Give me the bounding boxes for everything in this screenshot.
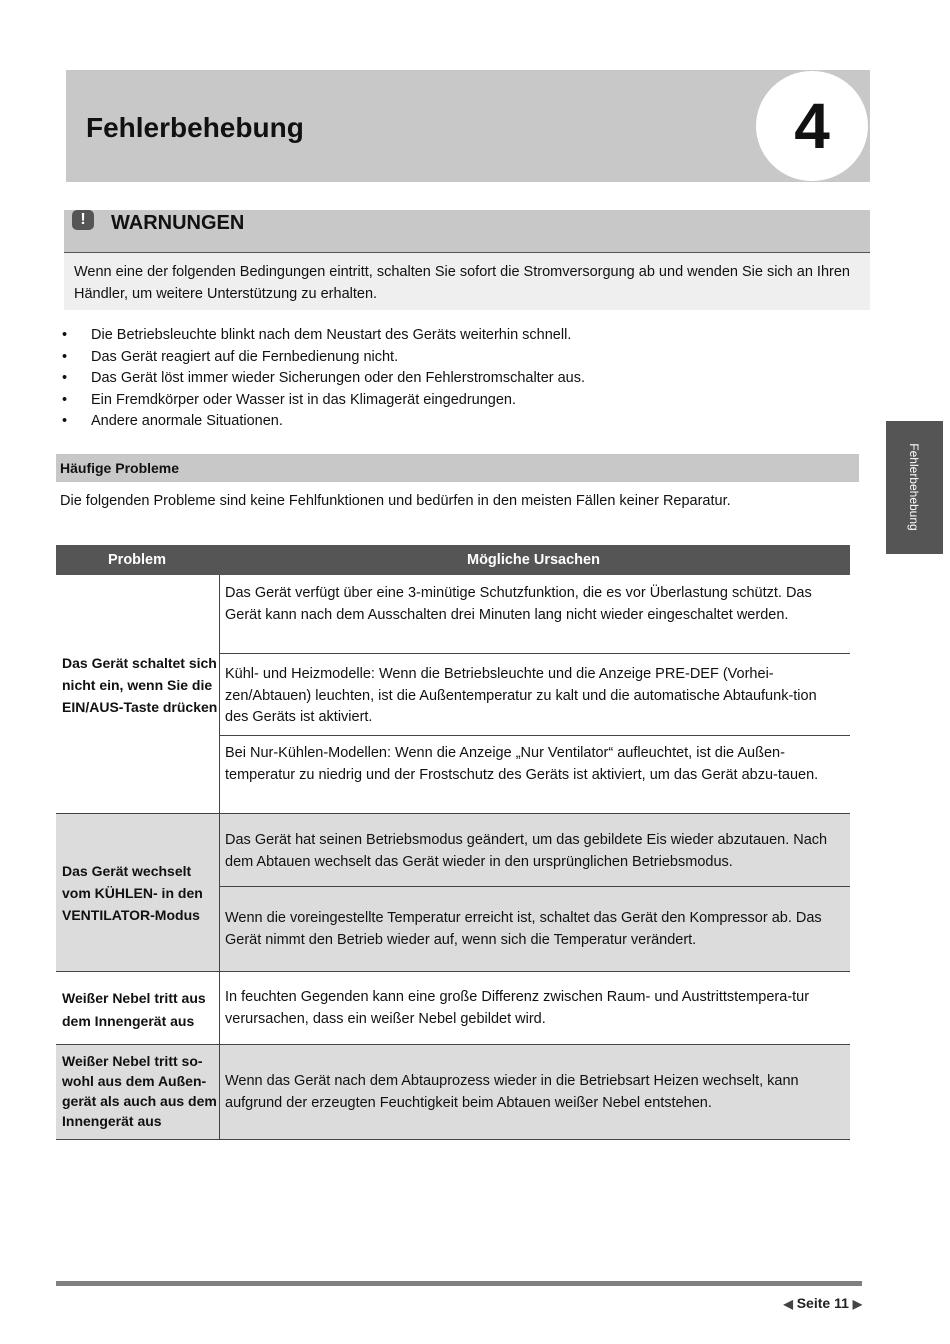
table-row — [56, 575, 850, 814]
column-header-causes: Mögliche Ursachen — [467, 552, 600, 568]
warning-title: WARNUNGEN — [111, 212, 245, 234]
section-title: Häufige Probleme — [60, 460, 180, 476]
side-tab-label: Fehlerbehebung — [907, 443, 921, 531]
triangle-right-icon: ▶ — [852, 1297, 862, 1311]
column-divider — [219, 575, 220, 813]
warning-conditions-list — [62, 325, 862, 433]
table-row — [56, 814, 850, 972]
list-item: • Andere anormale Situationen. — [62, 411, 862, 433]
footer-rule — [56, 1281, 862, 1286]
problem-cell: Das Gerät wechselt vom KÜHLEN- in den VENTILATOR-Modus — [62, 863, 203, 923]
list-item: • Das Gerät reagiert auf die Fernbedienung nicht. — [62, 347, 862, 369]
column-divider — [219, 972, 220, 1044]
cause-cell: Bei Nur-Kühlen-Modellen: Wenn die Anzeige „Nur Ventilator“ aufleuchtet, ist die Außen-temperatur zu niedrig und der Frostschutz des Geräts ist aktiviert, um das Gerät abzu-tauen. — [225, 745, 819, 783]
column-divider — [219, 1045, 220, 1139]
table-row — [56, 1045, 850, 1140]
chapter-number: 4 — [756, 71, 868, 181]
section-intro: Die folgenden Probleme sind keine Fehlfunktionen und bedürfen in den meisten Fällen keiner Reparatur. — [60, 493, 731, 509]
cell-separator — [220, 735, 850, 736]
cause-cell: Kühl- und Heizmodelle: Wenn die Betriebsleuchte und die Anzeige PRE-DEF (Vorhei-zen/Abtauen) leuchten, ist die Außentemperatur zu kalt und die automatische Abtaufunk-tion des Geräts ist aktiviert. — [225, 666, 817, 725]
table-header — [56, 545, 850, 575]
warning-body — [64, 253, 870, 310]
problem-cell: Weißer Nebel tritt aus dem Innengerät aus — [62, 990, 206, 1029]
table-row — [56, 972, 850, 1045]
cause-cell: Das Gerät hat seinen Betriebsmodus geändert, um das gebildete Eis wieder abzutauen. Nach dem Abtauen wechselt das Gerät wieder in den ursprünglichen Betriebsmodus. — [225, 832, 828, 870]
section-header — [56, 454, 859, 482]
cell-separator — [220, 886, 850, 887]
page-number — [784, 1295, 862, 1311]
cause-cell: Wenn die voreingestellte Temperatur erreicht ist, schaltet das Gerät den Kompressor ab. Das Gerät nimmt den Betrieb wieder auf, wenn sich die Temperatur verändert. — [225, 910, 822, 948]
problem-cell: Weißer Nebel tritt so-wohl aus dem Außen-gerät als auch aus dem Innengerät aus — [62, 1053, 217, 1129]
list-item: • Ein Fremdkörper oder Wasser ist in das Klimagerät eingedrungen. — [62, 390, 862, 412]
cell-separator — [220, 653, 850, 654]
page-number-label: Seite 11 — [796, 1295, 849, 1311]
chapter-side-tab — [886, 421, 943, 554]
problem-cell: Das Gerät schaltet sich nicht ein, wenn Sie die EIN/AUS-Taste drücken — [62, 655, 218, 715]
list-item: • Die Betriebsleuchte blinkt nach dem Neustart des Geräts weiterhin schnell. — [62, 325, 862, 347]
page-title: Fehlerbehebung — [86, 112, 304, 143]
column-divider — [219, 814, 220, 971]
warning-box — [64, 210, 870, 310]
column-header-problem: Problem — [108, 552, 167, 568]
exclamation-icon: ! — [72, 210, 94, 230]
warning-text: Wenn eine der folgenden Bedingungen eintritt, schalten Sie sofort die Stromversorgung ab und wenden Sie sich an Ihren Händler, um weitere Unterstützung zu erhalten. — [74, 264, 850, 302]
cause-cell: Wenn das Gerät nach dem Abtauprozess wieder in die Betriebsart Heizen wechselt, kann aufgrund der erzeugten Feuchtigkeit beim Abtauen weißer Nebel entstehen. — [225, 1073, 799, 1111]
cause-cell: In feuchten Gegenden kann eine große Differenz zwischen Raum- und Austrittstempera-tur verursachen, dass ein weißer Nebel gebildet wird. — [225, 989, 810, 1027]
list-item: • Das Gerät löst immer wieder Sicherungen oder den Fehlerstromschalter aus. — [62, 368, 862, 390]
triangle-left-icon: ◀ — [783, 1297, 793, 1311]
warning-header — [64, 210, 870, 253]
cause-cell: Das Gerät verfügt über eine 3-minütige Schutzfunktion, die es vor Überlastung schützt. Das Gerät kann nach dem Ausschalten drei Minuten lang nicht wieder eingeschaltet werden. — [225, 585, 812, 623]
